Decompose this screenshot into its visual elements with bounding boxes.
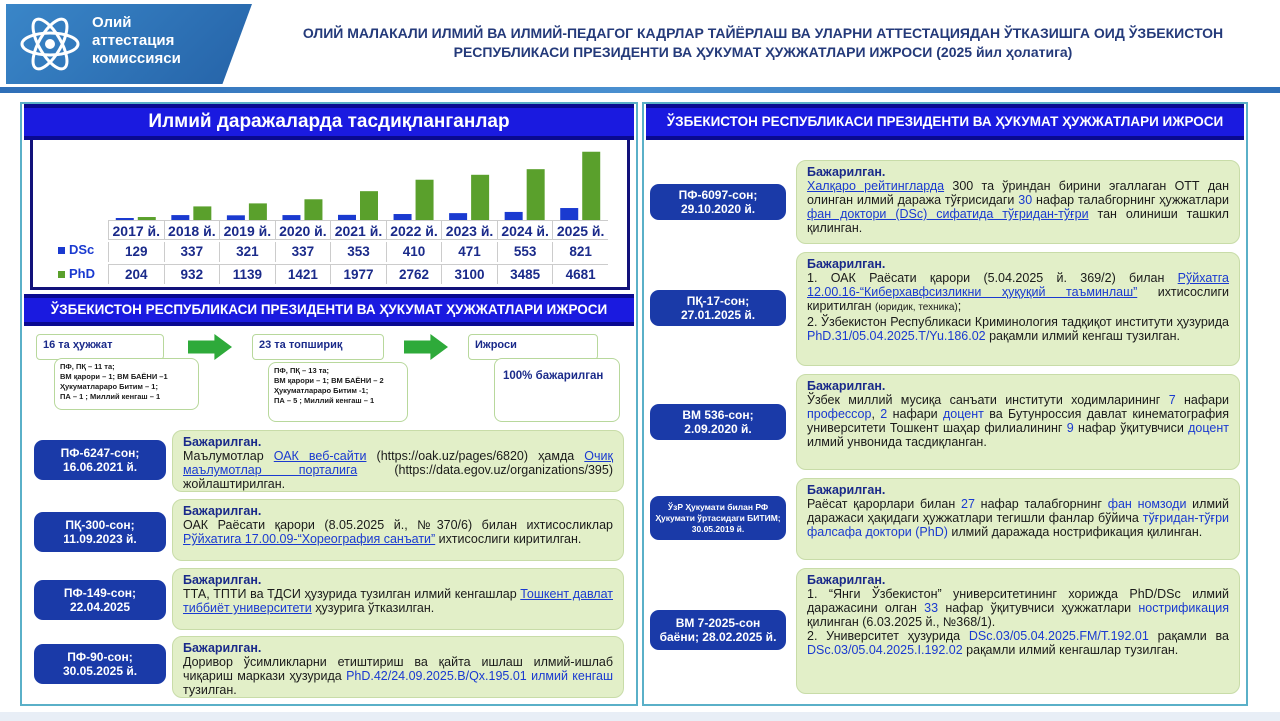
logo-line: аттестация xyxy=(92,32,175,49)
header-divider xyxy=(0,87,1280,93)
phd-cell: 1139 xyxy=(219,265,275,284)
cat-cell: 2022 й. xyxy=(386,221,442,239)
done-label: Бажарилган. xyxy=(807,379,886,393)
bar-phd-2 xyxy=(249,203,267,220)
dsc-cell: 337 xyxy=(164,242,220,262)
phd-cell: 4681 xyxy=(552,265,608,284)
doc-number: ВМ 536-сон; xyxy=(682,408,754,422)
cat-cell: 2020 й. xyxy=(275,221,331,239)
phd-row xyxy=(108,264,608,284)
doc-number: ПФ-6097-сон; xyxy=(678,188,758,202)
cat-cell: 2018 й. xyxy=(164,221,220,239)
cat-cell: 2017 й. xyxy=(108,221,164,239)
doc-badge xyxy=(34,512,166,552)
tasks-detail-box: ПФ, ПҚ – 13 та; ВМ қарори – 1; ВМ БАЁНИ – 2 Ҳукуматлараро Битим -1; ПА – 5 ; Миллий кенгаш – 1 xyxy=(268,362,408,422)
done-label: Бажарилган. xyxy=(183,504,262,518)
chart-title: Илмий даражаларда тасдиқланганлар xyxy=(24,104,634,140)
dsc-cell: 353 xyxy=(330,242,386,262)
footer-strip xyxy=(0,712,1280,721)
execution-percent: 100% xyxy=(503,370,533,382)
bar-phd-3 xyxy=(304,199,322,220)
doc-description xyxy=(796,568,1240,694)
dsc-cell: 821 xyxy=(552,242,608,262)
dsc-cell: 471 xyxy=(441,242,497,262)
phd-cell: 3485 xyxy=(497,265,553,284)
done-label: Бажарилган. xyxy=(183,641,262,655)
doc-number: ПҚ-17-сон; xyxy=(686,294,750,308)
docs-count-box: 16 та ҳужжат xyxy=(36,334,164,360)
cat-cell: 2025 й. xyxy=(552,221,608,239)
done-label: Бажарилган. xyxy=(807,257,886,271)
doc-text: Ўзбек миллий мусиқа санъати институти ходимларининг 7 нафари профессор, 2 нафари доцент ва Бутунроссия давлат кинематография университети Тошкент шаҳар филиалининг 9 нафар ўқитувчиси доцент илмий унвонида тасдиқланган. xyxy=(807,393,1230,449)
done-label: Бажарилган. xyxy=(183,573,262,587)
dsc-cell: 410 xyxy=(386,242,442,262)
done-label: Бажарилган. xyxy=(807,573,886,587)
doc-date: 29.10.2020 й. xyxy=(680,202,756,216)
logo-text xyxy=(92,14,181,68)
done-label: Бажарилган. xyxy=(183,435,262,449)
dsc-cell: 321 xyxy=(219,242,275,262)
phd-cell: 204 xyxy=(108,265,164,284)
doc-text: Раёсат қарорлари билан 27 нафар талабгорнинг фан номзоди илмий даражаси ҳақидаги ҳужжатлари тегишли фанлар бўйича тўғридан-тўғри фалсафа доктори (PhD) илмий даражада нострификация қилинган. xyxy=(807,497,1229,539)
doc-description xyxy=(172,499,624,561)
docs-detail-box: ПФ, ПҚ – 11 та; ВМ қарори – 1; ВМ БАЁНИ –1 Ҳукуматлараро Битим – 1; ПА – 1 ; Миллий кенгаш – 1 xyxy=(54,358,199,410)
execution-result-box xyxy=(494,358,620,422)
bar-phd-1 xyxy=(193,206,211,220)
page-title: ОЛИЙ МАЛАКАЛИ ИЛМИЙ ВА ИЛМИЙ-ПЕДАГОГ КАДРЛАР ТАЙЁРЛАШ ВА УЛАРНИ АТТЕСТАЦИЯДАН ЎТКАЗИШГА ОИД ЎЗБЕКИСТОН РЕСПУБЛИКАСИ ПРЕЗИДЕНТИ ВА ҲУКУМАТ ҲУЖЖАТЛАРИ ИЖРОСИ (2025 йил ҳолатига) xyxy=(302,25,1224,60)
doc-text: Маълумотлар ОАК веб-сайти (https://oak.uz/pages/6820) ҳамда Очиқ маълумотлар порталига (https://data.egov.uz/organizations/395) жойлаштирилган. xyxy=(183,449,613,491)
phd-cell: 1977 xyxy=(330,265,386,284)
bar-phd-7 xyxy=(527,169,545,220)
doc-badge xyxy=(34,440,166,480)
doc-text: 1. ОАК Раёсати қарори (5.04.2025 й. 369/2) билан Рўйхатга 12.00.16-“Киберхавфсизликни ҳуқуқий таъминлаш” ихтисослиги киритилган (юридик, техника); 2. Ўзбекистон Республикаси Криминология тадқиқот институти ҳузурида PhD.31/05.04.2025.T/Yu.186.02 рақамли илмий кенгаш тузилган. xyxy=(807,271,1229,343)
bar-phd-4 xyxy=(360,191,378,220)
execution-box: Ижроси xyxy=(468,334,598,360)
category-row xyxy=(108,220,608,240)
logo-line: Олий xyxy=(92,14,132,31)
legend-phd-label: PhD xyxy=(69,266,95,281)
doc-badge xyxy=(34,644,166,684)
doc-description xyxy=(172,430,624,492)
bar-dsc-8 xyxy=(560,208,578,220)
done-label: Бажарилган. xyxy=(807,165,886,179)
doc-description xyxy=(796,252,1240,366)
legend-dsc-label: DSc xyxy=(69,242,95,257)
doc-text: ТТА, ТПТИ ва ТДСИ ҳузурида тузилган илмий кенгашлар Тошкент давлат тиббиёт университети ҳузурига ўтказилган. xyxy=(183,587,613,615)
doc-description xyxy=(172,636,624,698)
bar-dsc-7 xyxy=(505,212,523,220)
dsc-cell: 337 xyxy=(275,242,331,262)
doc-text: ОАК Раёсати қарори (8.05.2025 й., №370/6) билан ихтисосликлар Рўйхатига 17.00.09-“Хореография санъати” ихтисослиги киритилган. xyxy=(183,518,613,546)
bar-phd-6 xyxy=(471,175,489,220)
dsc-cell: 129 xyxy=(108,242,164,262)
bar-dsc-6 xyxy=(449,213,467,220)
cat-cell: 2021 й. xyxy=(330,221,386,239)
doc-date: 11.09.2023 й. xyxy=(63,532,137,546)
doc-text: 1. “Янги Ўзбекистон” университетининг хорижда PhD/DSc илмий даражасини олган 33 нафар ўқитувчиси ҳужжатлари нострификация қилинган (6.03.2025 й., №368/1). 2. Университет ҳузурида DSc.03/05.04.2025.FM/T.192.01 рақамли ва DSc.03/05.04.2025.I.192.02 рақамли илмий кенгашлар тузилган. xyxy=(807,587,1230,657)
doc-text: Доривор ўсимликларни етиштириш ва қайта ишлаш илмий-ишлаб чиқариш маркази ҳузурида PhD.42/24.09.2025.B/Qx.195.01 илмий кенгаш тузилган. xyxy=(183,655,613,697)
doc-description xyxy=(796,160,1240,244)
phd-cell: 2762 xyxy=(386,265,442,284)
doc-badge xyxy=(650,496,786,540)
doc-number: ПФ-149-сон; xyxy=(63,586,137,600)
doc-badge xyxy=(34,580,166,620)
chart-table xyxy=(108,220,608,286)
cat-cell: 2024 й. xyxy=(497,221,553,239)
doc-date: 30.05.2025 й. xyxy=(62,664,138,678)
doc-description xyxy=(172,568,624,630)
doc-description xyxy=(796,374,1240,470)
doc-badge xyxy=(650,610,786,650)
doc-number: ПҚ-300-сон; xyxy=(65,518,135,532)
doc-badge xyxy=(650,404,786,440)
legend-dsc xyxy=(58,242,94,257)
doc-date: 22.04.2025 xyxy=(69,600,131,614)
legend-phd xyxy=(58,266,95,281)
left-section-title: ЎЗБЕКИСТОН РЕСПУБЛИКАСИ ПРЕЗИДЕНТИ ВА ҲУКУМАТ ҲУЖЖАТЛАРИ ИЖРОСИ xyxy=(24,294,634,326)
phd-cell: 3100 xyxy=(441,265,497,284)
done-label: Бажарилган. xyxy=(807,483,886,497)
doc-number: ВМ 7-2025-сон баёни; 28.02.2025 й. xyxy=(659,616,777,644)
doc-badge xyxy=(650,290,786,326)
doc-text: Халқаро рейтингларда 300 та ўриндан бирини эгаллаган ОТТ дан олинган илмий даража тўғрисидаги 30 нафар талабгорнинг ҳужжатлари фан доктори (DSc) сифатида тўғридан-тўғри тан олиниши ташкил қилинган. xyxy=(807,179,1229,235)
cat-cell: 2019 й. xyxy=(219,221,275,239)
right-section-title: ЎЗБЕКИСТОН РЕСПУБЛИКАСИ ПРЕЗИДЕНТИ ВА ҲУКУМАТ ҲУЖЖАТЛАРИ ИЖРОСИ xyxy=(646,104,1244,140)
doc-number: ЎзР Ҳукумати билан РФ Ҳукумати ўртасидаги БИТИМ; 30.05.2019 й. xyxy=(655,501,781,534)
logo-line: комиссияси xyxy=(92,50,181,67)
bar-phd-8 xyxy=(582,152,600,220)
doc-badge xyxy=(650,184,786,220)
doc-date: 2.09.2020 й. xyxy=(684,422,752,436)
bar-phd-5 xyxy=(416,180,434,220)
phd-cell: 932 xyxy=(164,265,220,284)
doc-number: ПФ-90-сон; xyxy=(67,650,133,664)
doc-date: 16.06.2021 й. xyxy=(62,460,138,474)
tasks-count-box: 23 та топшириқ xyxy=(252,334,384,360)
dsc-row xyxy=(108,242,608,262)
phd-cell: 1421 xyxy=(275,265,331,284)
doc-description xyxy=(796,478,1240,560)
execution-result: бажарилган xyxy=(532,370,604,382)
bar-chart xyxy=(108,148,608,220)
doc-date: 27.01.2025 й. xyxy=(680,308,756,322)
doc-number: ПФ-6247-сон; xyxy=(60,446,140,460)
dsc-cell: 553 xyxy=(497,242,553,262)
cat-cell: 2023 й. xyxy=(441,221,497,239)
atom-logo-icon xyxy=(18,12,82,76)
